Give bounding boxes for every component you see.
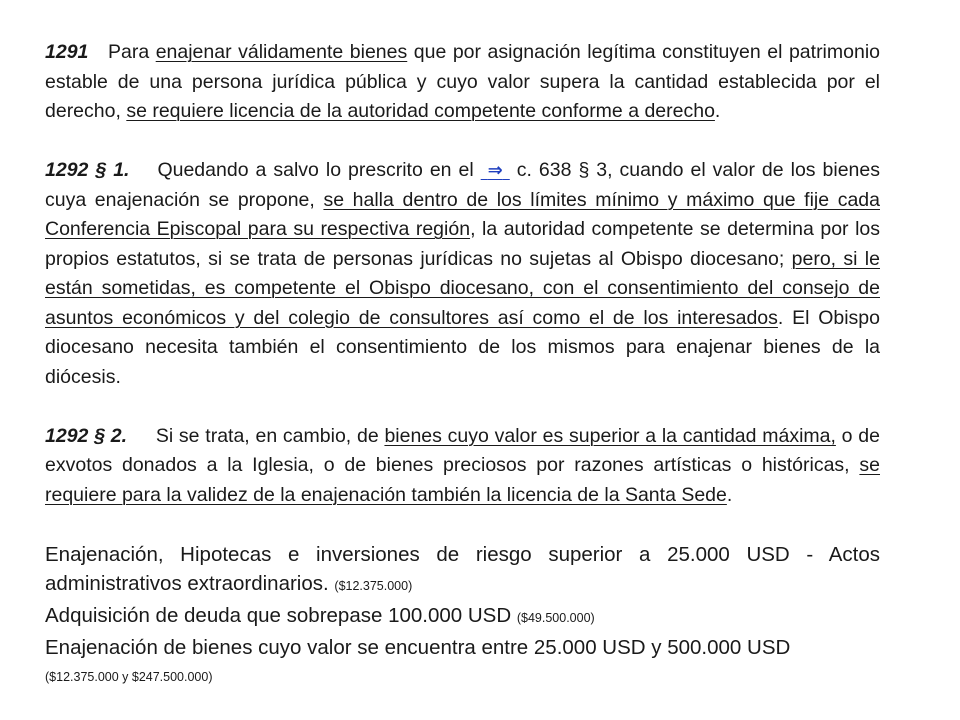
canon-text: Para — [107, 41, 156, 63]
canon-1292-2-paragraph — [45, 422, 880, 511]
underlined-text: bienes cuyo valor es superior a la cantidad máxima, — [384, 424, 836, 447]
summary-text: Enajenación, Hipotecas e inversiones de riesgo superior a 25.000 USD - Actos administrativos extraordinarios. — [45, 542, 880, 595]
canon-number: 1291 — [45, 41, 89, 63]
canon-text: , la autoridad competente se determina por los propios estatutos, si se trata de personas jurídicas no sujetas al Obispo diocesano; — [45, 218, 880, 270]
canon-text: que por asignación legítima constituyen el patrimonio estable de una persona jurídica pública y cuyo valor supera la cantidad establecida por el derecho, — [45, 41, 881, 122]
canon-text: o de exvotos donados a la Iglesia, o de bienes preciosos por razones artísticas o históricas, — [45, 424, 880, 476]
underlined-text: se requiere licencia de la autoridad competente conforme a derecho — [126, 100, 715, 122]
document-page — [45, 38, 880, 692]
canon-text: Quedando a salvo lo prescrito en el — [157, 159, 481, 181]
double-arrow-icon: ⇒ — [487, 160, 503, 180]
underlined-text: se requiere para la validez de la enajenación también la licencia de la Santa Sede — [45, 454, 880, 506]
canon-text: Si se trata, en cambio, de — [155, 424, 385, 447]
canon-number: 1292 § 2. — [45, 424, 128, 447]
underlined-text: enajenar válidamente bienes — [155, 41, 408, 63]
summary-text: Enajenación de bienes cuyo valor se encuentra entre 25.000 USD y 500.000 USD — [45, 635, 791, 659]
underlined-text: pero, si le están sometidas, es competente el Obispo diocesano, con el consentimiento del consejo de asuntos económicos y del colegio de consultores así como el de los interesados — [45, 247, 880, 329]
summary-line-3-amount — [45, 660, 880, 692]
summary-text: Adquisición de deuda que sobrepase 100.000 USD — [45, 603, 512, 627]
underlined-text: se halla dentro de los límites mínimo y máximo que fije cada Conferencia Episcopal para su respectiva región — [45, 188, 880, 240]
summary-amount: ($49.500.000) — [516, 610, 595, 625]
canon-1291-paragraph — [45, 38, 880, 127]
canon-text: c. 638 § 3, cuando el valor de los bienes cuya enajenación se propone, — [45, 159, 880, 211]
summary-amount: ($12.375.000) — [334, 578, 413, 593]
canon-text: . — [714, 100, 721, 122]
canon-number: 1292 § 1. — [45, 159, 130, 181]
canon-text: . — [726, 483, 733, 506]
canon-1292-1-paragraph — [45, 156, 880, 392]
canon-text: . El Obispo diocesano necesita también el consentimiento de los mismos para enajenar bienes de la diócesis. — [45, 306, 880, 388]
summary-line-2 — [45, 601, 880, 633]
summary-amount: ($12.375.000 y $247.500.000) — [45, 669, 213, 684]
cross-reference-link[interactable] — [481, 159, 510, 181]
summary-line-1 — [45, 540, 880, 601]
summary-line-3 — [45, 633, 880, 662]
